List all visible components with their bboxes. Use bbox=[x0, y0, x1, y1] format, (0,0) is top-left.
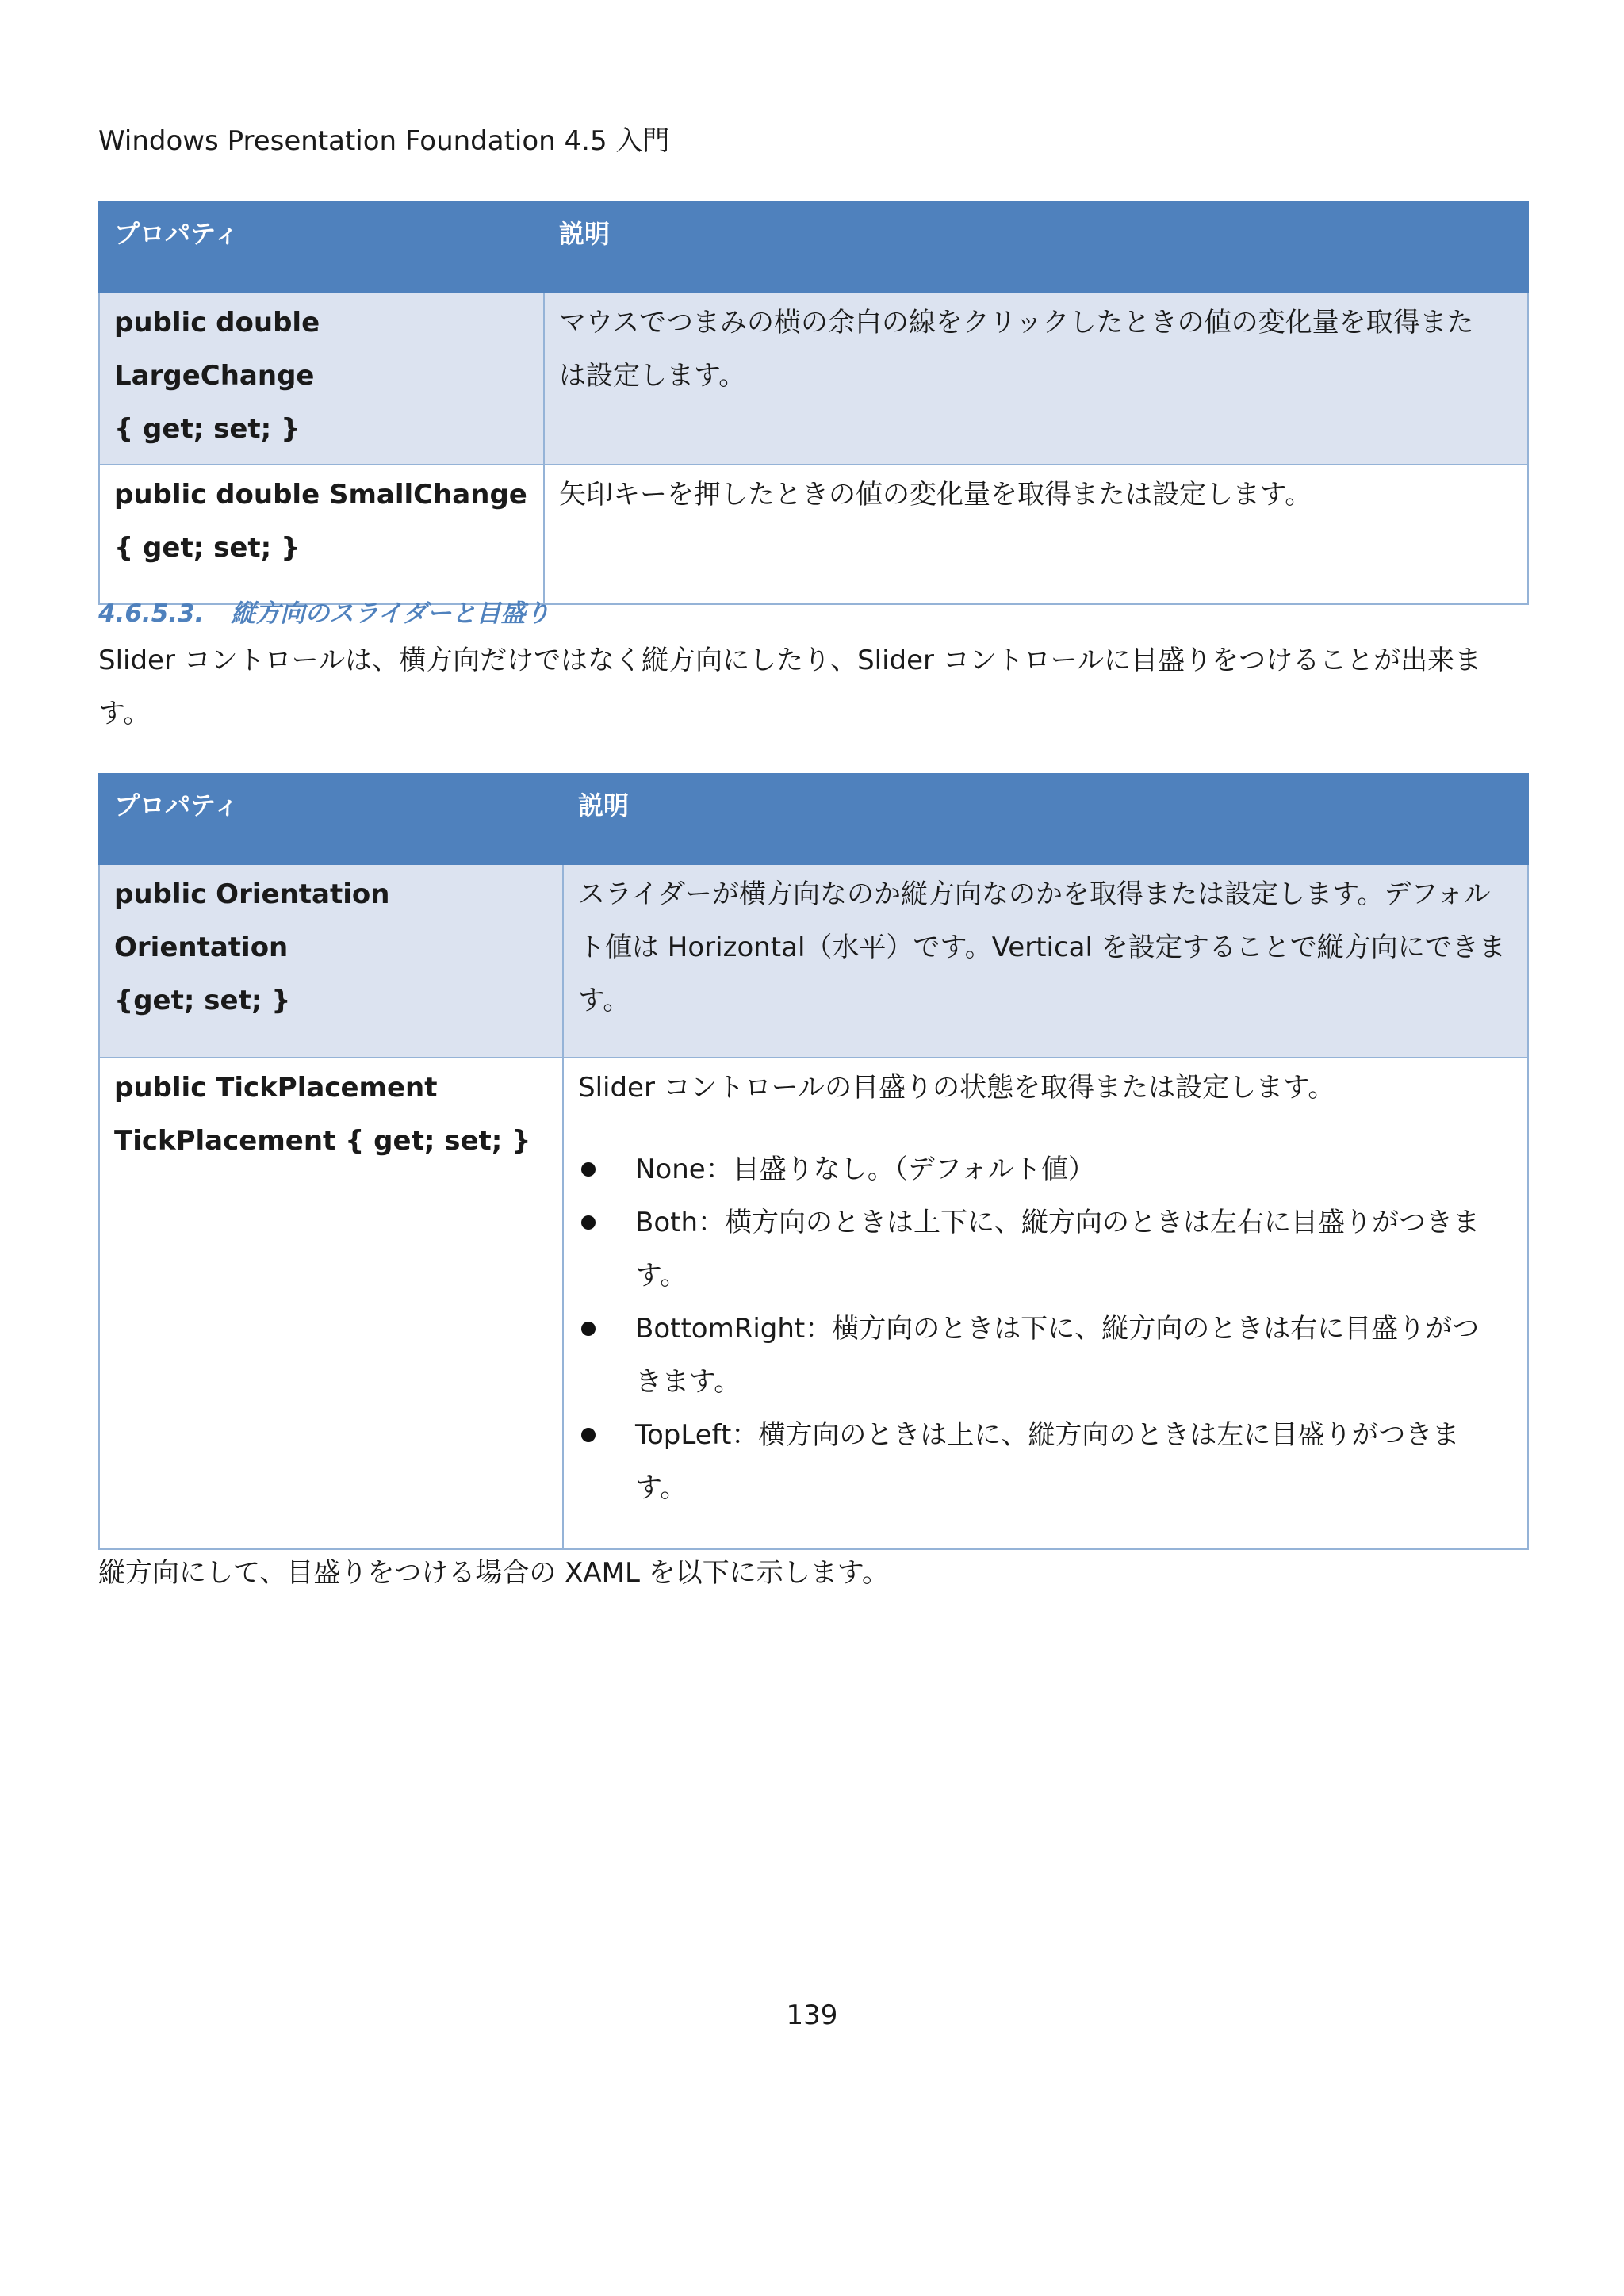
paragraph-line: Slider コントロールは、横方向だけではなく縦方向にしたり、Slider コントロールに目盛りをつけることが出来ま bbox=[98, 645, 1482, 676]
property-description-cell bbox=[544, 293, 1528, 465]
column-header-property: プロパティ bbox=[99, 202, 544, 293]
property-accessors: TickPlacement { get; set; } bbox=[114, 1125, 531, 1157]
paragraph-line: す。 bbox=[98, 698, 151, 729]
description-line: す。 bbox=[578, 985, 630, 1016]
list-item-text: TopLeft：横方向のときは上に、縦方向のときは左に目盛りがつきま bbox=[635, 1419, 1460, 1451]
section-paragraph bbox=[98, 634, 1518, 740]
list-item-text: None：目盛りなし。（デフォルト値） bbox=[635, 1154, 1096, 1185]
list-item-text: す。 bbox=[635, 1260, 688, 1292]
description-intro: Slider コントロールの目盛りの状態を取得または設定します。 bbox=[578, 1072, 1335, 1104]
list-item-text: BottomRight：横方向のときは下に、縦方向のときは右に目盛りがつ bbox=[635, 1313, 1480, 1345]
column-header-description: 説明 bbox=[563, 774, 1528, 864]
bullet-icon bbox=[581, 1215, 596, 1230]
property-accessors: {get; set; } bbox=[114, 985, 291, 1016]
table-row bbox=[99, 293, 1528, 465]
table-header-row bbox=[99, 202, 1528, 293]
property-signature: public double LargeChange bbox=[114, 307, 320, 392]
bullet-icon bbox=[581, 1322, 596, 1336]
page-number: 139 bbox=[786, 1999, 838, 2031]
properties-table-2 bbox=[98, 773, 1529, 1550]
table-row bbox=[99, 864, 1528, 1058]
description-line: マウスでつまみの横の余白の線をクリックしたときの値の変化量を取得また bbox=[559, 307, 1474, 339]
bullet-icon bbox=[581, 1428, 596, 1442]
table-header-row bbox=[99, 774, 1528, 864]
list-item bbox=[578, 1409, 1513, 1515]
property-name-cell bbox=[99, 864, 563, 1058]
section-heading bbox=[98, 596, 550, 631]
list-item bbox=[578, 1143, 1513, 1196]
description-line: スライダーが横方向なのか縦方向なのかを取得または設定します。デフォル bbox=[578, 878, 1491, 910]
property-signature: public double SmallChange bbox=[114, 479, 527, 511]
closing-paragraph: 縦方向にして、目盛りをつける場合の XAML を以下に示します。 bbox=[98, 1557, 890, 1589]
property-description-cell bbox=[563, 864, 1528, 1058]
list-item bbox=[578, 1303, 1513, 1409]
list-item bbox=[578, 1196, 1513, 1303]
property-accessors: { get; set; } bbox=[114, 413, 301, 445]
description-line: ト値は Horizontal（水平）です。Vertical を設定することで縦方向にできま bbox=[578, 932, 1506, 963]
section-number: 4.6.5.3. bbox=[98, 599, 205, 628]
description-line: は設定します。 bbox=[559, 360, 746, 392]
list-item-text: す。 bbox=[635, 1472, 688, 1504]
description-line: 矢印キーを押したときの値の変化量を取得または設定します。 bbox=[559, 479, 1312, 511]
property-description-cell bbox=[563, 1058, 1528, 1549]
bullet-icon bbox=[581, 1162, 596, 1177]
list-item-text: きます。 bbox=[635, 1366, 741, 1398]
column-header-description: 説明 bbox=[544, 202, 1528, 293]
property-signature: public TickPlacement bbox=[114, 1072, 438, 1104]
table-row bbox=[99, 465, 1528, 604]
properties-table-1 bbox=[98, 201, 1529, 605]
property-description-cell bbox=[544, 465, 1528, 604]
property-signature: public Orientation Orientation bbox=[114, 878, 390, 963]
property-name-cell bbox=[99, 1058, 563, 1549]
table-row bbox=[99, 1058, 1528, 1549]
property-accessors: { get; set; } bbox=[114, 532, 301, 564]
list-item-text: Both：横方向のときは上下に、縦方向のときは左右に目盛りがつきま bbox=[635, 1207, 1480, 1238]
tick-placement-list bbox=[578, 1143, 1513, 1515]
running-header: Windows Presentation Foundation 4.5 入門 bbox=[98, 125, 670, 157]
property-name-cell bbox=[99, 293, 544, 465]
column-header-property: プロパティ bbox=[99, 774, 563, 864]
property-name-cell bbox=[99, 465, 544, 604]
section-title: 縦方向のスライダーと目盛り bbox=[231, 599, 550, 628]
